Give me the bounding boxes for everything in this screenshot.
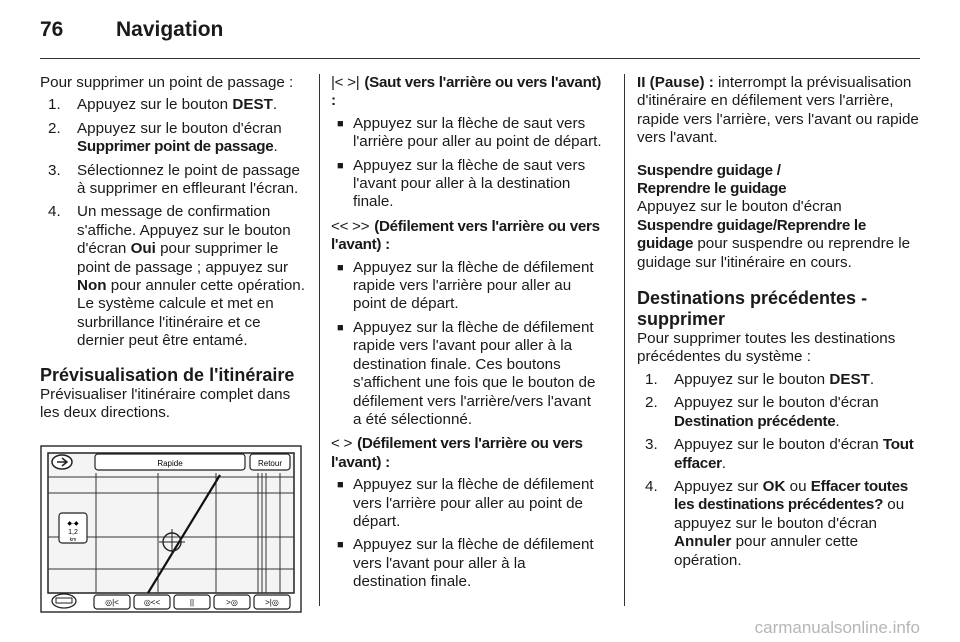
pause-text: II (Pause) : interrompt la prévisualisation d'itinéraire en défilement vers l'arrière, rapide vers l'arrière, vers l'avant ou rapide vers l'avant. — [637, 74, 919, 147]
list-item: ■ Appuyez sur la flèche de défilement vers l'arrière pour aller au point de départ. — [331, 476, 603, 531]
skip-heading: |< >| (Saut vers l'arrière ou vers l'avant) : — [331, 74, 602, 110]
column-1 — [40, 74, 306, 613]
section-intro: Pour supprimer toutes les destinations précédentes du système : — [637, 330, 896, 366]
list-item: 2. Appuyez sur le bouton d'écran Supprimer point de passage. — [48, 119, 282, 156]
retour-label: Retour — [257, 458, 283, 468]
suspend-text: Appuyez sur le bouton d'écran Suspendre guidage/Reprendre le guidage pour suspendre ou reprendre le guidage sur l'itinéraire en cours. — [637, 198, 911, 271]
page-header — [40, 18, 223, 48]
scale-widget — [59, 513, 87, 543]
section-heading: Destinations précédentes - supprimer — [637, 288, 868, 330]
scroll-heading: < > (Défilement vers l'arrière ou vers l'avant) : — [331, 435, 583, 471]
step-list — [637, 371, 920, 570]
svg-text:1,2: 1,2 — [68, 528, 78, 536]
column-2 — [331, 74, 603, 597]
rapide-label: Rapide — [157, 458, 183, 468]
fast-scroll-arrows-icon: << >> — [331, 217, 370, 235]
list-item: 3. Sélectionnez le point de passage à supprimer en effleurant l'écran. — [48, 161, 300, 198]
column-3 — [637, 74, 920, 575]
svg-text:>|◎: >|◎ — [265, 597, 279, 607]
column-divider — [624, 74, 625, 606]
list-item: 4. Appuyez sur OK ou Effacer toutes les destinations précédentes? ou appuyez sur le bouton d'écran Annuler pour annuler cette opération. — [645, 477, 908, 569]
column-divider — [319, 74, 320, 606]
watermark: carmanualsonline.info — [754, 618, 920, 637]
list-item: ■ Appuyez sur la flèche de défilement rapide vers l'arrière pour aller au point de départ. — [331, 259, 603, 314]
intro-text: Pour supprimer un point de passage : — [40, 74, 294, 91]
section-text: Prévisualiser l'itinéraire complet dans les deux directions. — [40, 385, 291, 422]
svg-text:>◎: >◎ — [226, 597, 238, 607]
bullet-list — [331, 115, 603, 212]
list-item: 4. Un message de confirmation s'affiche. Appuyez sur le bouton d'écran Oui pour supprimer le point de passage ; appuyez sur Non pour annuler cette opération. Le système calcule et met en surbrillance l'itinéraire et ce dernier peut être entamé. — [48, 203, 305, 350]
list-item: ■ Appuyez sur la flèche de défilement vers l'avant pour aller à la destination finale. — [331, 536, 603, 591]
list-item: 3. Appuyez sur le bouton d'écran Tout effacer. — [645, 436, 914, 472]
map-menu-icon[interactable] — [52, 455, 72, 469]
car-icon[interactable] — [52, 594, 76, 608]
svg-text:||: || — [189, 597, 195, 607]
list-item: ■ Appuyez sur la flèche de saut vers l'avant pour aller à la destination finale. — [331, 157, 603, 212]
page-number: 76 — [40, 18, 64, 41]
skip-arrows-icon: |< >| — [331, 74, 360, 91]
scroll-arrows-icon: < > — [331, 435, 353, 453]
bullet-list — [331, 259, 603, 430]
header-rule — [40, 58, 920, 59]
list-item: ■ Appuyez sur la flèche de défilement rapide vers l'avant pour aller à la destination finale. Ces boutons s'affichent une fois que le bouton de défilement vers l'arrière/vers l'avant a été sélectionné. — [331, 319, 603, 429]
bullet-list — [331, 476, 603, 591]
suspend-heading: Suspendre guidage / Reprendre le guidage — [637, 161, 787, 198]
svg-text:◆-◆: ◆-◆ — [67, 520, 79, 527]
page-title: Navigation — [116, 18, 224, 41]
step-list — [40, 96, 306, 350]
list-item: 1. Appuyez sur le bouton DEST. — [48, 96, 278, 114]
fast-scroll-heading: << >> (Défilement vers l'arrière ou vers l'avant) : — [331, 217, 600, 254]
svg-text:◎|<: ◎|< — [105, 597, 119, 607]
svg-text:◎<<: ◎<< — [143, 597, 161, 607]
svg-text:km: km — [69, 536, 77, 543]
list-item: 2. Appuyez sur le bouton d'écran Destination précédente. — [645, 394, 879, 430]
list-item: ■ Appuyez sur la flèche de saut vers l'arrière pour aller au point de départ. — [331, 115, 603, 152]
section-heading: Prévisualisation de l'itinéraire — [40, 364, 295, 385]
list-item: 1. Appuyez sur le bouton DEST. — [645, 370, 875, 388]
navigation-screen-figure — [40, 445, 302, 613]
